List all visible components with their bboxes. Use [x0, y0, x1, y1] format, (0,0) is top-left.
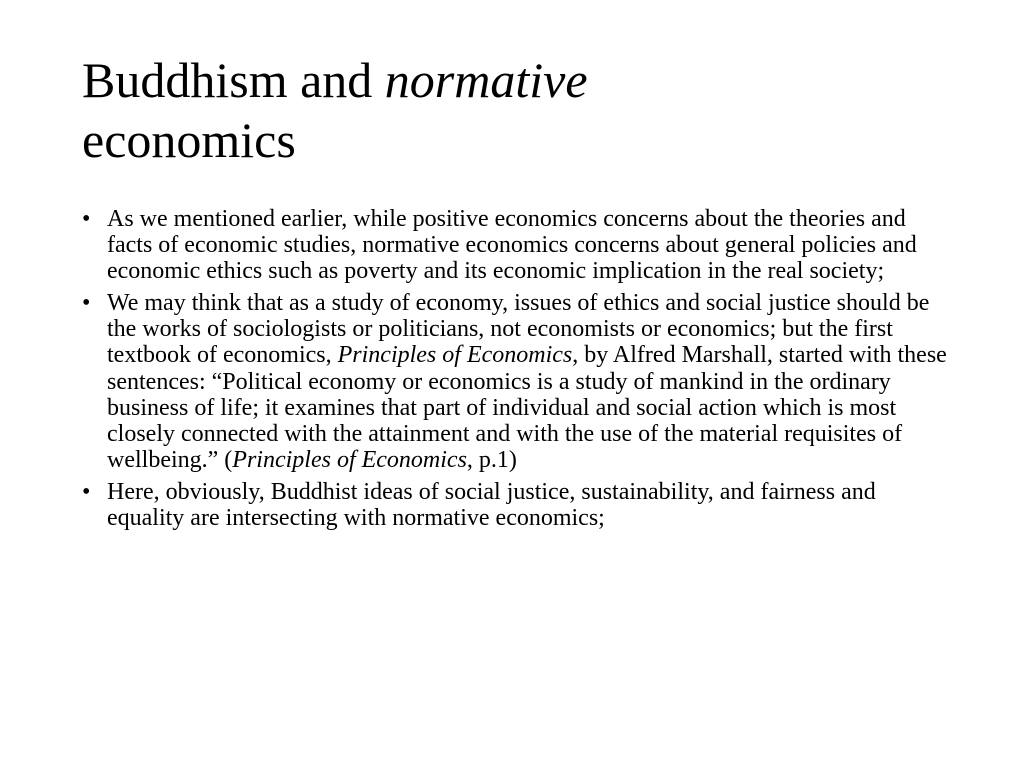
bullet-list — [82, 206, 952, 537]
bullet-text: As we mentioned earlier, while positive economics concerns about the theories and facts of economic studies, normative economics concerns about general policies and economic ethics such as poverty and its economic implication in the real society; — [107, 206, 917, 285]
bullet-text: We may think that as a study of economy, issues of ethics and social justice should be the works of sociologists or politicians, not economists or economics; but the first textbook of economics, — [107, 290, 930, 369]
title-text-line2: economics — [82, 112, 296, 168]
slide-title — [82, 50, 962, 170]
bullet-dot-icon: • — [82, 290, 91, 317]
bullet-text: , p.1) — [466, 446, 517, 473]
bullet-item-2 — [82, 290, 952, 473]
title-italic-word: normative — [384, 52, 588, 108]
bullet-text: Here, obviously, Buddhist ideas of social justice, sustainability, and fairness and equality are intersecting with normative economics; — [107, 478, 876, 532]
book-title-italic: Principles of Economics — [232, 446, 467, 473]
bullet-text: , by Alfred Marshall, started with these sentences: “Political economy or economics is a study of mankind in the ordinary business of life; it examines that part of individual and social action which is most closely connected with the attainment and with the use of the material requisites of wellbeing.” ( — [107, 342, 947, 473]
bullet-item-3 — [82, 479, 952, 531]
book-title-italic: Principles of Economics — [337, 342, 573, 369]
bullet-dot-icon: • — [82, 206, 91, 232]
bullet-item-1 — [82, 206, 952, 284]
bullet-dot-icon: • — [82, 478, 91, 505]
title-text: Buddhism and — [82, 52, 385, 108]
